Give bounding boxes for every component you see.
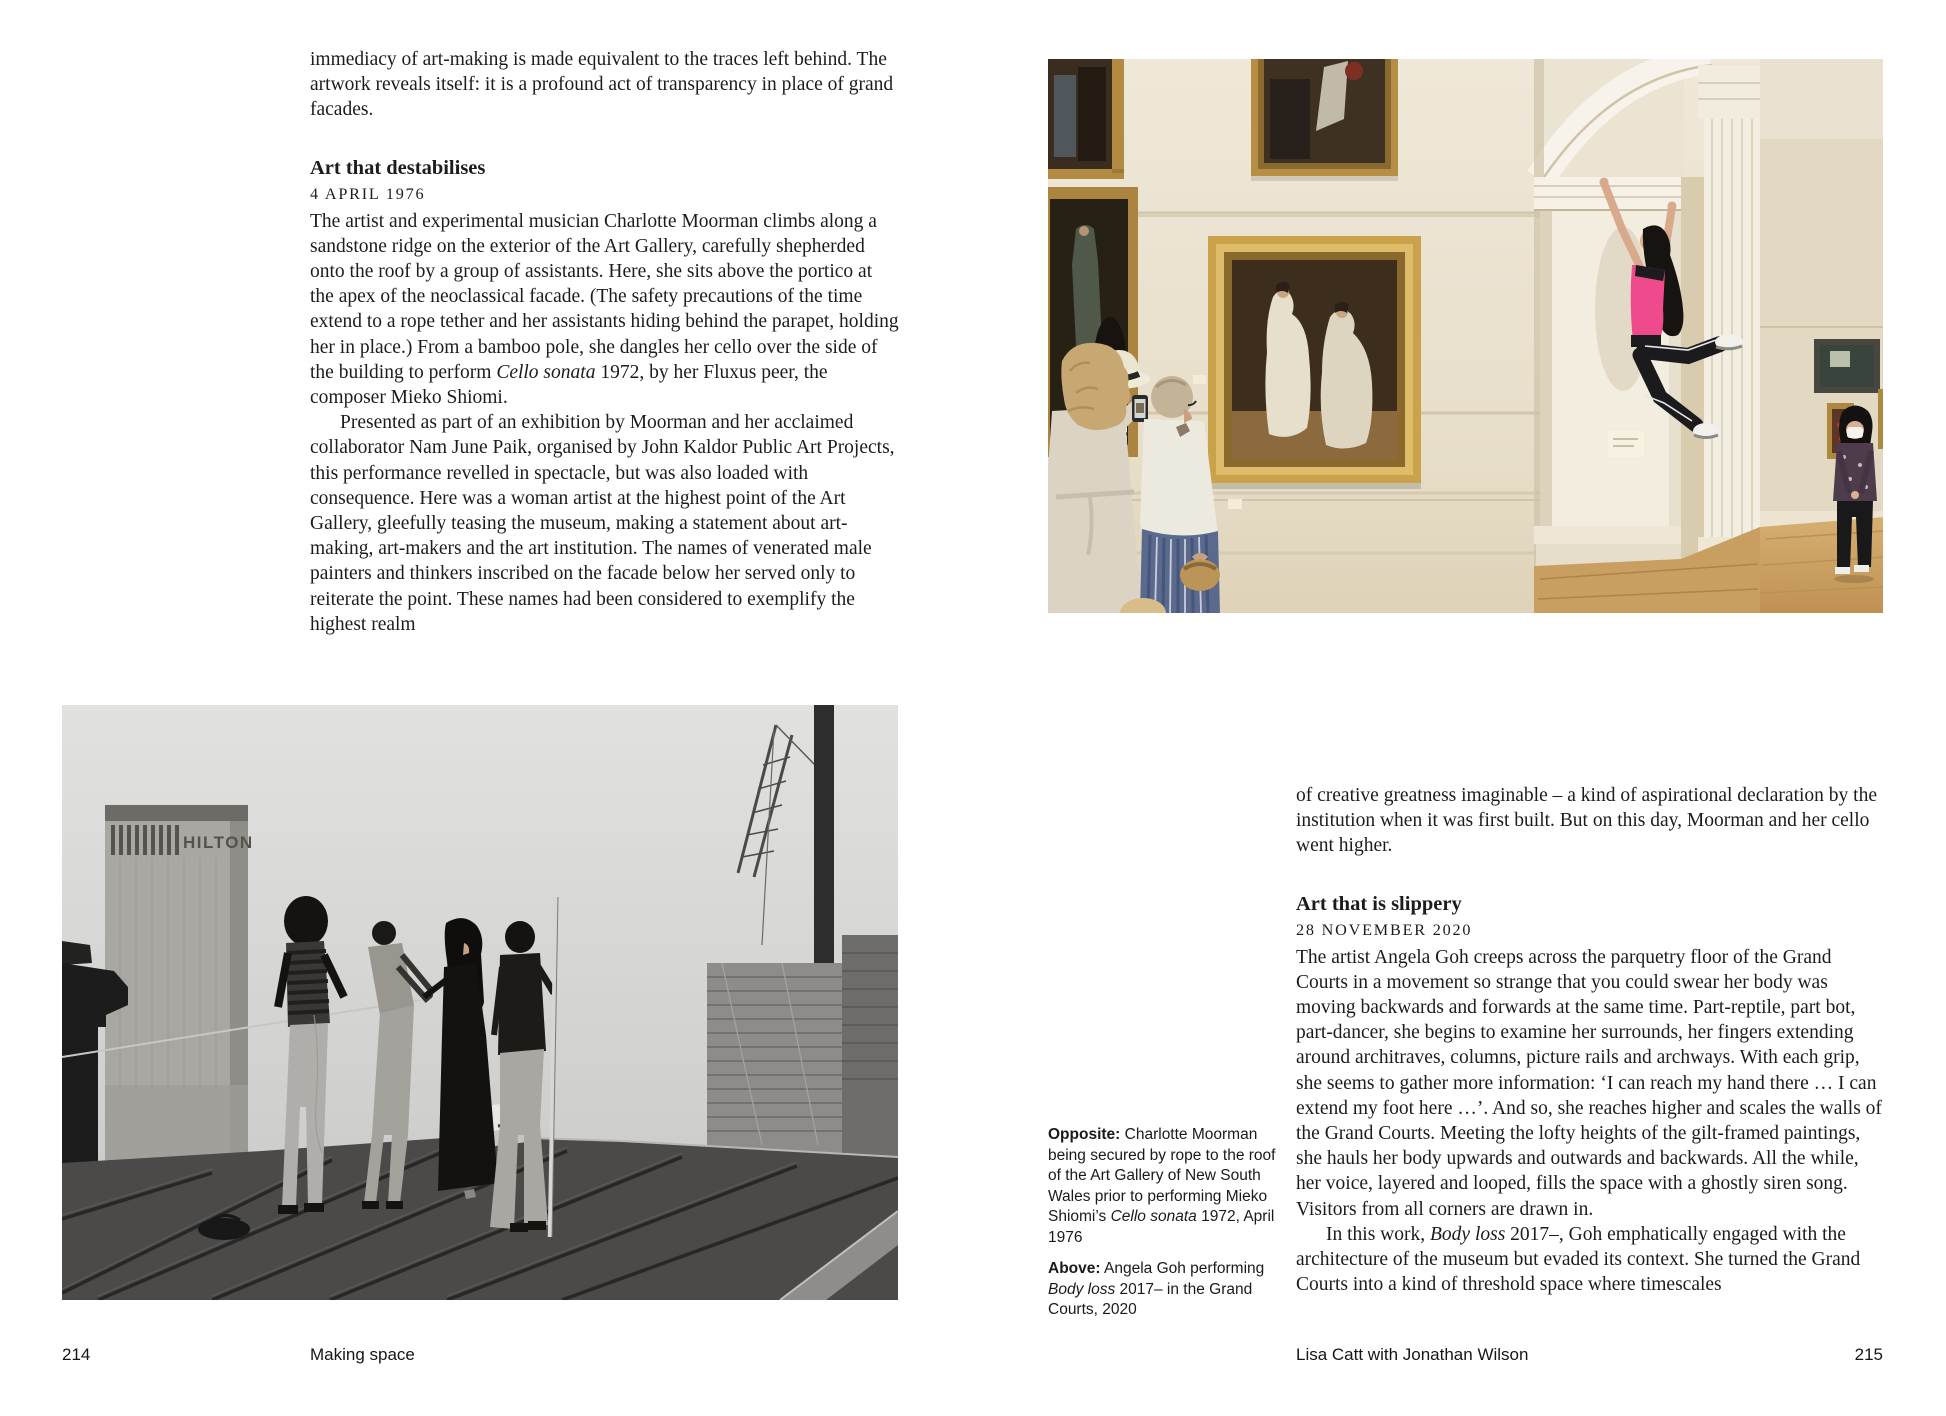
wall-label [1193, 375, 1206, 384]
far-painting-dark [1814, 339, 1880, 393]
left-text-column [310, 47, 900, 637]
caption-above: Above: Angela Goh performing Body loss 2017– in the Grand Courts, 2020 [1048, 1260, 1265, 1318]
paragraph-goh: The artist Angela Goh creeps across the parquetry floor of the Grand Courts in a movement so strange that you could swear her body was moving backwards and forwards at the same time. Part-reptile, part bot, part-dancer, she begins to examine her surrounds, her fingers extending around architraves, columns, picture rails and archways. With each grip, she seems to gather more information: ‘I can reach my hand there … I can extend my foot here …’. And so, she reaches higher and scales the walls of the Grand Courts. Meeting the lofty heights of the gilt-framed paintings, she hauls her body upwards and outwards and backwards. All the while, her voice, layered and looped, fills the space with a ghostly siren song. Visitors from all corners are drawn in. [1296, 946, 1882, 1220]
painting-top-centre [1251, 59, 1398, 181]
section-heading-destabilises: Art that destabilises [310, 156, 486, 179]
pilaster-plaque [1608, 431, 1644, 457]
page-number-left: 214 [62, 1345, 91, 1364]
paragraph-kaldor: Presented as part of an exhibition by Moorman and her acclaimed collaborator Nam June Paik, organised by John Kaldor Public Art Projects, this performance revelled in spectacle, but was also loaded with consequence. Here was a woman artist at the highest point of the Art Gallery, gleefully teasing the museum, making a statement about art-making, art-makers and the art institution. The names of venerated male painters and thinkers inscribed on the facade below her served only to reiterate the point. These names had been considered to exemplify the highest realm [310, 412, 895, 635]
gallery-photo [1048, 59, 1883, 613]
far-painting-edge [1878, 389, 1883, 449]
hilton-sign: HILTON [183, 833, 254, 852]
far-room [1760, 59, 1883, 613]
page-number-right: 215 [1854, 1345, 1883, 1364]
caption-opposite: Opposite: Charlotte Moorman being secured by rope to the roof of the Art Gallery of New South Wales prior to performing Mieko Shiomi’s Cello sonata 1972, April 1976 [1048, 1126, 1276, 1246]
running-footer-left: Making space [310, 1345, 415, 1364]
paragraph-body-loss: In this work, Body loss 2017–, Goh emphatically engaged with the architecture of the museum but evaded its context. She turned the Grand Courts into a kind of threshold space where timescales [1296, 1223, 1861, 1296]
paragraph-continuation: immediacy of art-making is made equivalent to the traces left behind. The artwork reveals itself: it is a profound act of transparency in place of grand facades. [310, 49, 894, 121]
paragraph-continuation-right: of creative greatness imaginable – a kind of aspirational declaration by the institution when it was first built. But on this day, Moorman and her cello went higher. [1296, 785, 1877, 857]
construction-building [707, 935, 898, 1163]
wall-label [1228, 499, 1242, 509]
rooftop-photo [62, 705, 898, 1300]
column [1698, 65, 1768, 563]
phone [1132, 395, 1148, 422]
gallery-photo-illustration [1048, 59, 1883, 613]
caption-block [1048, 1125, 1278, 1321]
section-date: 28 NOVEMBER 2020 [1296, 920, 1473, 939]
rooftop-photo-illustration [62, 705, 898, 1300]
right-text-column [1296, 783, 1886, 1297]
blonde-hair [1061, 343, 1129, 430]
section-heading-slippery: Art that is slippery [1296, 892, 1462, 915]
painting-top-left [1048, 59, 1124, 179]
paragraph-moorman: The artist and experimental musician Charlotte Moorman climbs along a sandstone ridge on the exterior of the Art Gallery, carefully shepherded onto the roof by a group of assistants. Here, she sits above the portico at the apex of the neoclassical facade. (The safety precautions of the time extend to a rope tether and her assistants hiding behind the parapet, holding her in place.) From a bamboo pole, she dangles her cello over the side of the building to perform Cello sonata 1972, by her Fluxus peer, the composer Mieko Shiomi. [310, 210, 899, 409]
hilton-tower [105, 805, 254, 1167]
section-date: 4 APRIL 1976 [310, 184, 426, 203]
running-footer-right: Lisa Catt with Jonathan Wilson [1296, 1345, 1529, 1364]
arch-reveal [1681, 177, 1705, 559]
painting-sisters [1208, 236, 1421, 489]
face-mask [1847, 427, 1863, 438]
